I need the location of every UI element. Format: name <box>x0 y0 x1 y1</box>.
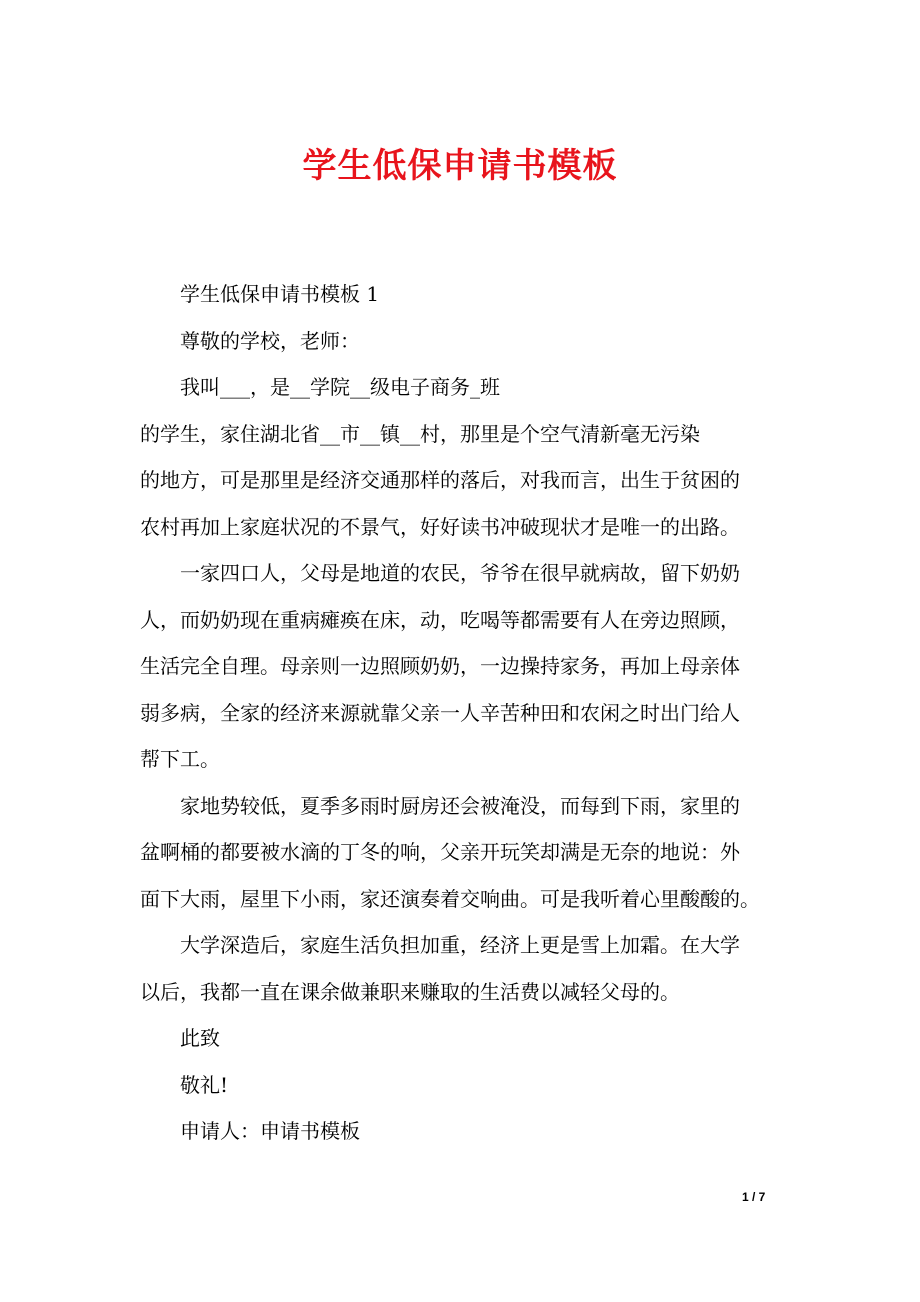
text-line: 人，而奶奶现在重病瘫痪在床，动，吃喝等都需要有人在旁边照顾， <box>140 607 740 632</box>
text-line: 学生低保申请书模板 1 <box>180 282 380 306</box>
paragraph-closing <box>140 1015 790 1062</box>
text-line: 的地方，可是那里是经济交通那样的落后，对我而言，出生于贫困的 <box>140 468 740 492</box>
paragraph-heading <box>140 271 790 318</box>
paragraph-university <box>140 922 790 1015</box>
text-line: 申请人：申请书模板 <box>180 1119 360 1143</box>
text-line: 的学生，家住湖北省__市__镇__村，那里是个空气清新毫无污染 <box>140 421 700 446</box>
text-line: 盆啊桶的都要被水滴的丁冬的响，父亲开玩笑却满是无奈的地说：外 <box>140 840 740 864</box>
paragraph-signature <box>140 1108 790 1155</box>
text-line: 生活完全自理。母亲则一边照顾奶奶，一边操持家务，再加上母亲体 <box>140 654 740 678</box>
text-line: 以后，我都一直在课余做兼职来赚取的生活费以减轻父母的。 <box>140 979 680 1004</box>
paragraph-intro <box>140 364 790 411</box>
text-line: 一家四口人，父母是地道的农民，爷爷在很早就病故，留下奶奶 <box>180 561 740 585</box>
text-line: 大学深造后，家庭生活负担加重，经济上更是雪上加霜。在大学 <box>180 933 740 957</box>
paragraph-home <box>140 411 790 551</box>
text-line: 农村再加上家庭状况的不景气，好好读书冲破现状才是唯一的出路。 <box>140 514 740 539</box>
text-line: 敬礼! <box>180 1072 229 1097</box>
paragraph-house <box>140 783 790 923</box>
page-number: 1 / 7 <box>742 1190 766 1204</box>
text-line: 尊敬的学校，老师： <box>180 328 360 353</box>
document-title: 学生低保申请书模板 <box>302 146 618 186</box>
document-body <box>140 271 790 1155</box>
text-line: 家地势较低，夏季多雨时厨房还会被淹没，而每到下雨，家里的 <box>180 793 740 818</box>
paragraph-family <box>140 550 790 783</box>
text-line: 面下大雨，屋里下小雨，家还演奏着交响曲。可是我听着心里酸酸的。 <box>140 886 760 911</box>
text-line: 此致 <box>180 1026 220 1050</box>
text-line: 弱多病，全家的经济来源就靠父亲一人辛苦种田和农闲之时出门给人 <box>140 700 740 725</box>
paragraph-salutation <box>140 318 790 365</box>
text-line: 帮下工。 <box>140 747 220 771</box>
paragraph-regards <box>140 1062 790 1109</box>
text-line: 我叫___，是__学院__级电子商务_班 <box>180 375 500 399</box>
